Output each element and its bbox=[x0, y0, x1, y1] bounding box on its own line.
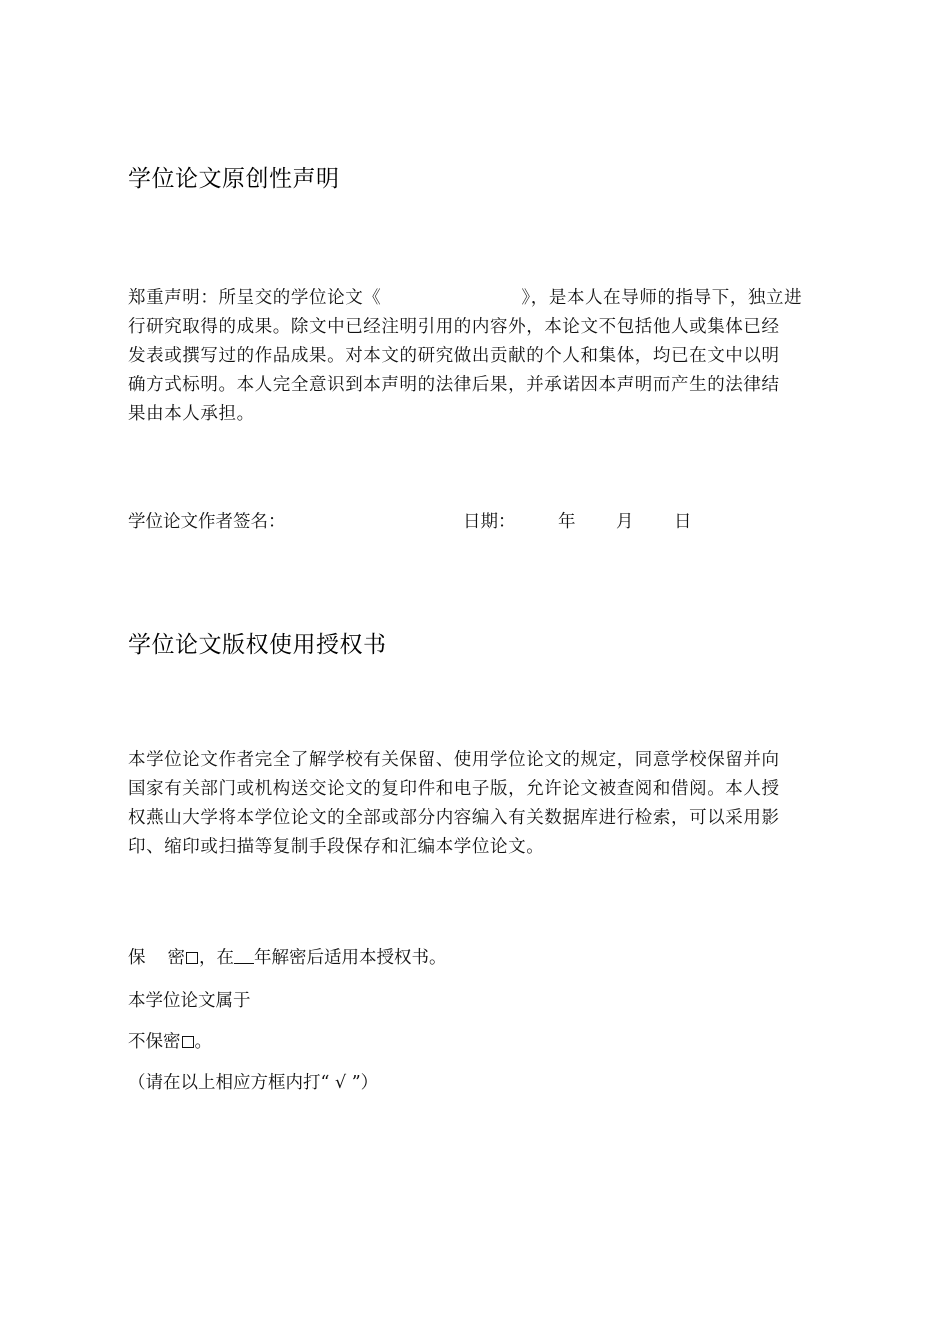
secret-label-1: 保 bbox=[128, 948, 146, 968]
authorization-title: 学位论文版权使用授权书 bbox=[128, 632, 387, 658]
authorization-line-3: 权燕山大学将本学位论文的全部或部分内容编入有关数据库进行检索，可以采用影 bbox=[128, 808, 780, 828]
declaration-title: 学位论文原创性声明 bbox=[128, 166, 340, 192]
declaration-paragraph bbox=[128, 284, 828, 429]
authorization-line-1: 本学位论文作者完全了解学校有关保留、使用学位论文的规定，同意学校保留并向 bbox=[128, 750, 780, 770]
not-secret-end: 。 bbox=[194, 1032, 212, 1052]
authorization-line-4: 印、缩印或扫描等复制手段保存和汇编本学位论文。 bbox=[128, 837, 545, 857]
authorization-line-2: 国家有关部门或机构送交论文的复印件和电子版，允许论文被查阅和借阅。本人授 bbox=[128, 779, 780, 799]
not-secret-label: 不保密 bbox=[128, 1032, 181, 1052]
date-label: 日期： bbox=[463, 512, 516, 532]
checkmark-instruction: （请在以上相应方框内打“ √ ”） bbox=[128, 1073, 379, 1093]
date-year-label: 年 bbox=[558, 512, 576, 532]
declaration-line-4: 确方式标明。本人完全意识到本声明的法律后果，并承诺因本声明而产生的法律结 bbox=[128, 375, 780, 395]
secret-middle-text: ，在 bbox=[199, 948, 234, 968]
declaration-line-3: 发表或撰写过的作品成果。对本文的研究做出贡献的个人和集体，均已在文中以明 bbox=[128, 346, 780, 366]
belongs-line: 本学位论文属于 bbox=[128, 991, 251, 1011]
author-signature-label: 学位论文作者签名： bbox=[128, 512, 286, 532]
not-secret-option-line bbox=[128, 1028, 212, 1053]
declassify-years-blank[interactable] bbox=[234, 948, 254, 964]
secret-checkbox[interactable] bbox=[186, 952, 198, 964]
authorization-paragraph bbox=[128, 746, 828, 862]
date-day-label: 日 bbox=[674, 512, 692, 532]
declaration-line-1-end: 》，是本人在导师的指导下，独立进 bbox=[521, 288, 803, 308]
declaration-line-1-start: 郑重声明：所呈交的学位论文《 bbox=[128, 288, 382, 308]
date-month-label: 月 bbox=[616, 512, 634, 532]
secret-suffix-text: 年解密后适用本授权书。 bbox=[254, 948, 447, 968]
not-secret-checkbox[interactable] bbox=[182, 1036, 194, 1048]
secret-option-line bbox=[128, 944, 447, 969]
secret-label-2: 密 bbox=[167, 948, 185, 968]
declaration-line-1 bbox=[128, 284, 828, 313]
declaration-line-2: 行研究取得的成果。除文中已经注明引用的内容外，本论文不包括他人或集体已经 bbox=[128, 317, 780, 337]
declaration-line-5: 果由本人承担。 bbox=[128, 404, 255, 424]
